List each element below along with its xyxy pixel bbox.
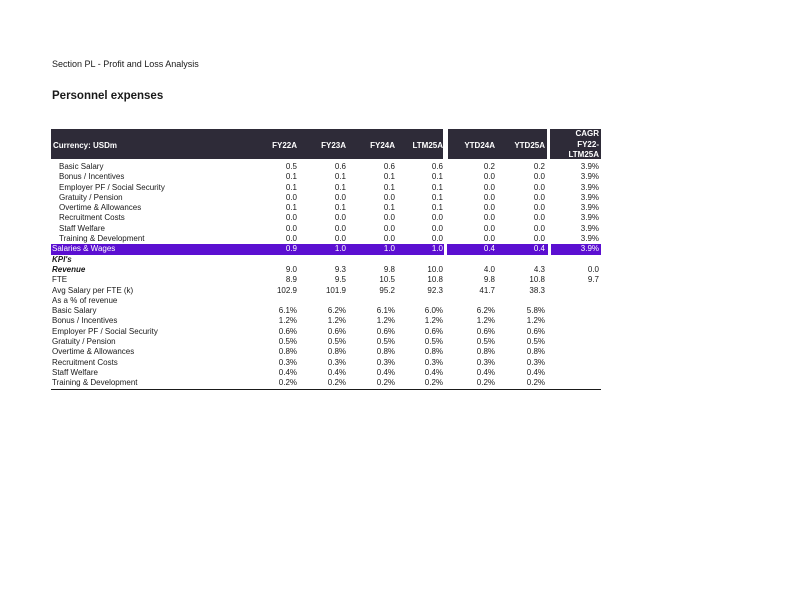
cell-fy23a: 0.2% <box>327 378 346 388</box>
cell-fy24a: 0.0 <box>383 213 395 223</box>
col-header-fy23a: FY23A <box>321 141 346 150</box>
cell-fy22a: 0.3% <box>278 357 297 367</box>
cell-fy22a: 0.0 <box>285 234 297 244</box>
cell-ytd25a: 1.2% <box>526 316 545 326</box>
table-row <box>51 306 601 316</box>
table-row <box>51 193 601 203</box>
cell-ytd25a: 0.2 <box>533 162 545 171</box>
cell-fy23a: 0.5% <box>327 337 346 347</box>
cell-fy22a: 0.1 <box>285 172 297 182</box>
col-header-cagr-2: FY22- <box>577 139 599 149</box>
row-label: Basic Salary <box>59 162 104 171</box>
cell-ytd25a: 0.5% <box>526 337 545 347</box>
row-label: Revenue <box>52 264 86 274</box>
table-row <box>51 213 601 223</box>
cell-fy24a: 0.0 <box>383 234 395 244</box>
table-row <box>51 347 601 357</box>
cell-ltm25a: 10.8 <box>427 275 443 285</box>
cell-ytd25a: 0.4 <box>533 244 545 254</box>
cell-cagr: 3.9% <box>580 182 599 192</box>
cell-ytd25a: 0.8% <box>526 347 545 357</box>
row-label: Bonus / Incentives <box>52 316 118 326</box>
cell-fy23a: 0.1 <box>334 182 346 192</box>
table-row <box>51 327 601 337</box>
cell-cagr: 3.9% <box>580 172 599 182</box>
row-label: FTE <box>52 275 68 285</box>
cell-ytd25a: 0.0 <box>533 192 545 202</box>
cell-ltm25a: 0.1 <box>431 203 443 213</box>
cell-ltm25a: 0.4% <box>424 367 443 377</box>
cell-fy22a: 0.8% <box>278 347 297 357</box>
cell-ytd24a: 0.8% <box>476 347 495 357</box>
cell-ytd25a: 4.3 <box>533 264 545 274</box>
cell-ytd24a: 0.0 <box>483 234 495 244</box>
col-header-ltm25a: LTM25A <box>412 141 443 150</box>
cell-fy22a: 0.0 <box>285 192 297 202</box>
cell-fy23a: 0.8% <box>327 347 346 357</box>
cell-ltm25a: 0.6 <box>431 162 443 171</box>
cell-ytd24a: 0.0 <box>483 203 495 213</box>
table-row <box>51 234 601 244</box>
table-row <box>51 172 601 182</box>
col-header-ytd24a: YTD24A <box>464 141 495 150</box>
cell-fy23a: 0.4% <box>327 367 346 377</box>
row-label: Training & Development <box>59 234 145 244</box>
cell-fy23a: 9.5 <box>334 275 346 285</box>
cell-fy24a: 0.8% <box>376 347 395 357</box>
cell-fy24a: 1.0 <box>383 244 395 254</box>
cell-fy23a: 0.0 <box>334 192 346 202</box>
cell-ytd24a: 0.0 <box>483 172 495 182</box>
cell-ytd24a: 0.6% <box>476 326 495 336</box>
cell-fy22a: 0.5% <box>278 337 297 347</box>
cell-fy23a: 101.9 <box>325 285 346 295</box>
section-title: Section PL - Profit and Loss Analysis <box>52 59 199 69</box>
column-separator <box>444 244 447 254</box>
cell-ytd24a: 0.0 <box>483 182 495 192</box>
cell-ltm25a: 0.2% <box>424 378 443 388</box>
cell-ytd25a: 0.0 <box>533 203 545 213</box>
cell-ytd25a: 0.0 <box>533 172 545 182</box>
table-row <box>51 183 601 193</box>
cell-fy24a: 1.2% <box>376 316 395 326</box>
col-header-cagr-3: LTM25A <box>568 150 599 159</box>
row-label: Overtime & Allowances <box>52 347 135 357</box>
cell-ltm25a: 0.0 <box>431 213 443 223</box>
cell-fy24a: 0.0 <box>383 192 395 202</box>
cell-cagr: 3.9% <box>580 244 599 254</box>
table-body <box>51 159 601 389</box>
cell-ltm25a: 0.1 <box>431 172 443 182</box>
row-label: Staff Welfare <box>52 367 98 377</box>
row-label: Gratuity / Pension <box>52 337 116 347</box>
cell-fy24a: 0.6 <box>383 162 395 171</box>
cell-fy24a: 0.1 <box>383 172 395 182</box>
cell-fy24a: 0.6% <box>376 326 395 336</box>
cell-fy24a: 9.8 <box>383 264 395 274</box>
row-label: Staff Welfare <box>59 223 105 233</box>
row-label: KPI's <box>52 254 72 264</box>
personnel-expenses-table <box>51 129 601 389</box>
cell-ltm25a: 1.2% <box>424 316 443 326</box>
row-label: Recruitment Costs <box>59 213 125 223</box>
table-row <box>51 275 601 285</box>
table-row <box>51 358 601 368</box>
cell-fy23a: 0.3% <box>327 357 346 367</box>
cell-fy23a: 0.6 <box>334 162 346 171</box>
cell-ltm25a: 6.0% <box>424 306 443 316</box>
cell-ltm25a: 0.5% <box>424 337 443 347</box>
table-row <box>51 286 601 296</box>
cell-ytd24a: 0.4 <box>483 244 495 254</box>
table-row <box>51 265 601 275</box>
col-header-fy24a: FY24A <box>370 141 395 150</box>
cell-ytd25a: 0.0 <box>533 182 545 192</box>
cell-fy22a: 0.9 <box>285 244 297 254</box>
cell-fy22a: 0.1 <box>285 203 297 213</box>
table-row <box>51 337 601 347</box>
cell-ytd24a: 0.0 <box>483 213 495 223</box>
row-label: Employer PF / Social Security <box>52 326 158 336</box>
cell-ltm25a: 0.0 <box>431 223 443 233</box>
cell-ytd24a: 0.5% <box>476 337 495 347</box>
cell-ytd25a: 0.0 <box>533 213 545 223</box>
cell-cagr: 3.9% <box>580 213 599 223</box>
row-label: Basic Salary <box>52 306 97 316</box>
cell-ltm25a: 0.8% <box>424 347 443 357</box>
cell-fy24a: 0.4% <box>376 367 395 377</box>
cell-fy23a: 0.0 <box>334 234 346 244</box>
cell-fy22a: 8.9 <box>285 275 297 285</box>
cell-ytd25a: 0.0 <box>533 223 545 233</box>
cell-fy24a: 0.5% <box>376 337 395 347</box>
row-label: Overtime & Allowances <box>59 203 142 213</box>
cell-ltm25a: 0.1 <box>431 182 443 192</box>
cell-ytd24a: 4.0 <box>483 264 495 274</box>
table-row <box>51 316 601 326</box>
cell-fy22a: 0.6% <box>278 326 297 336</box>
cell-cagr: 9.7 <box>587 275 599 285</box>
cell-ytd24a: 0.0 <box>483 192 495 202</box>
cell-ytd24a: 6.2% <box>476 306 495 316</box>
cell-ltm25a: 0.0 <box>431 234 443 244</box>
cell-ytd25a: 38.3 <box>529 285 545 295</box>
cell-ytd25a: 0.3% <box>526 357 545 367</box>
cell-fy24a: 0.1 <box>383 182 395 192</box>
cell-fy24a: 0.2% <box>376 378 395 388</box>
cell-ltm25a: 1.0 <box>431 244 443 254</box>
cell-fy22a: 0.2% <box>278 378 297 388</box>
cell-fy23a: 0.1 <box>334 203 346 213</box>
cell-ytd24a: 1.2% <box>476 316 495 326</box>
cell-fy24a: 95.2 <box>379 285 395 295</box>
row-label: Bonus / Incentives <box>59 172 125 182</box>
cell-fy23a: 0.0 <box>334 223 346 233</box>
cell-ytd24a: 9.8 <box>483 275 495 285</box>
row-label: As a % of revenue <box>52 295 118 305</box>
cell-fy22a: 0.4% <box>278 367 297 377</box>
cell-ytd25a: 0.0 <box>533 234 545 244</box>
table-row <box>51 368 601 378</box>
cell-ytd25a: 0.4% <box>526 367 545 377</box>
table-row <box>51 203 601 213</box>
cell-ytd25a: 0.2% <box>526 378 545 388</box>
row-label: Gratuity / Pension <box>59 192 123 202</box>
cell-fy23a: 1.0 <box>334 244 346 254</box>
cell-ytd24a: 0.0 <box>483 223 495 233</box>
cell-fy24a: 0.3% <box>376 357 395 367</box>
cell-fy22a: 0.1 <box>285 182 297 192</box>
table-row <box>51 224 601 234</box>
cell-ytd24a: 0.3% <box>476 357 495 367</box>
cell-ltm25a: 0.6% <box>424 326 443 336</box>
cell-fy24a: 10.5 <box>379 275 395 285</box>
table-header <box>51 129 601 159</box>
cell-fy24a: 0.1 <box>383 203 395 213</box>
table-row <box>51 296 601 306</box>
cell-fy23a: 6.2% <box>327 306 346 316</box>
cell-fy22a: 0.5 <box>285 162 297 171</box>
table-bottom-rule <box>51 389 601 390</box>
total-row <box>51 244 601 254</box>
cell-cagr: 3.9% <box>580 192 599 202</box>
cell-cagr: 3.9% <box>580 234 599 244</box>
cell-ytd25a: 0.6% <box>526 326 545 336</box>
cell-ytd25a: 5.8% <box>526 306 545 316</box>
cell-fy22a: 9.0 <box>285 264 297 274</box>
cell-fy23a: 1.2% <box>327 316 346 326</box>
row-label: Avg Salary per FTE (k) <box>52 285 134 295</box>
col-header-ytd25a: YTD25A <box>514 141 545 150</box>
col-header-fy22a: FY22A <box>272 141 297 150</box>
cell-fy22a: 6.1% <box>278 306 297 316</box>
cell-cagr: 3.9% <box>580 223 599 233</box>
table-row <box>51 255 601 265</box>
col-header-cagr-1: CAGR <box>575 129 599 138</box>
cell-ltm25a: 10.0 <box>427 264 443 274</box>
cell-cagr: 0.0 <box>587 264 599 274</box>
cell-fy24a: 0.0 <box>383 223 395 233</box>
cell-ytd25a: 10.8 <box>529 275 545 285</box>
row-label: Employer PF / Social Security <box>59 182 165 192</box>
cell-ltm25a: 0.3% <box>424 357 443 367</box>
table-row <box>51 162 601 172</box>
cell-fy22a: 1.2% <box>278 316 297 326</box>
currency-label: Currency: USDm <box>53 141 118 150</box>
cell-cagr: 3.9% <box>580 162 599 171</box>
cell-cagr: 3.9% <box>580 203 599 213</box>
row-label: Salaries & Wages <box>52 244 116 254</box>
cell-fy22a: 0.0 <box>285 213 297 223</box>
row-label: Recruitment Costs <box>52 357 118 367</box>
cell-fy23a: 0.0 <box>334 213 346 223</box>
table-row <box>51 378 601 388</box>
cell-fy23a: 9.3 <box>334 264 346 274</box>
cell-fy22a: 0.0 <box>285 223 297 233</box>
cell-ytd24a: 41.7 <box>479 285 495 295</box>
row-label: Training & Development <box>52 378 138 388</box>
cell-ytd24a: 0.2% <box>476 378 495 388</box>
cell-ltm25a: 0.1 <box>431 192 443 202</box>
cell-ltm25a: 92.3 <box>427 285 443 295</box>
cell-fy22a: 102.9 <box>276 285 297 295</box>
cell-fy23a: 0.6% <box>327 326 346 336</box>
cell-ytd24a: 0.4% <box>476 367 495 377</box>
cell-fy24a: 6.1% <box>376 306 395 316</box>
cell-ytd24a: 0.2 <box>483 162 495 171</box>
page-title: Personnel expenses <box>52 90 164 102</box>
column-separator <box>548 244 551 254</box>
cell-fy23a: 0.1 <box>334 172 346 182</box>
